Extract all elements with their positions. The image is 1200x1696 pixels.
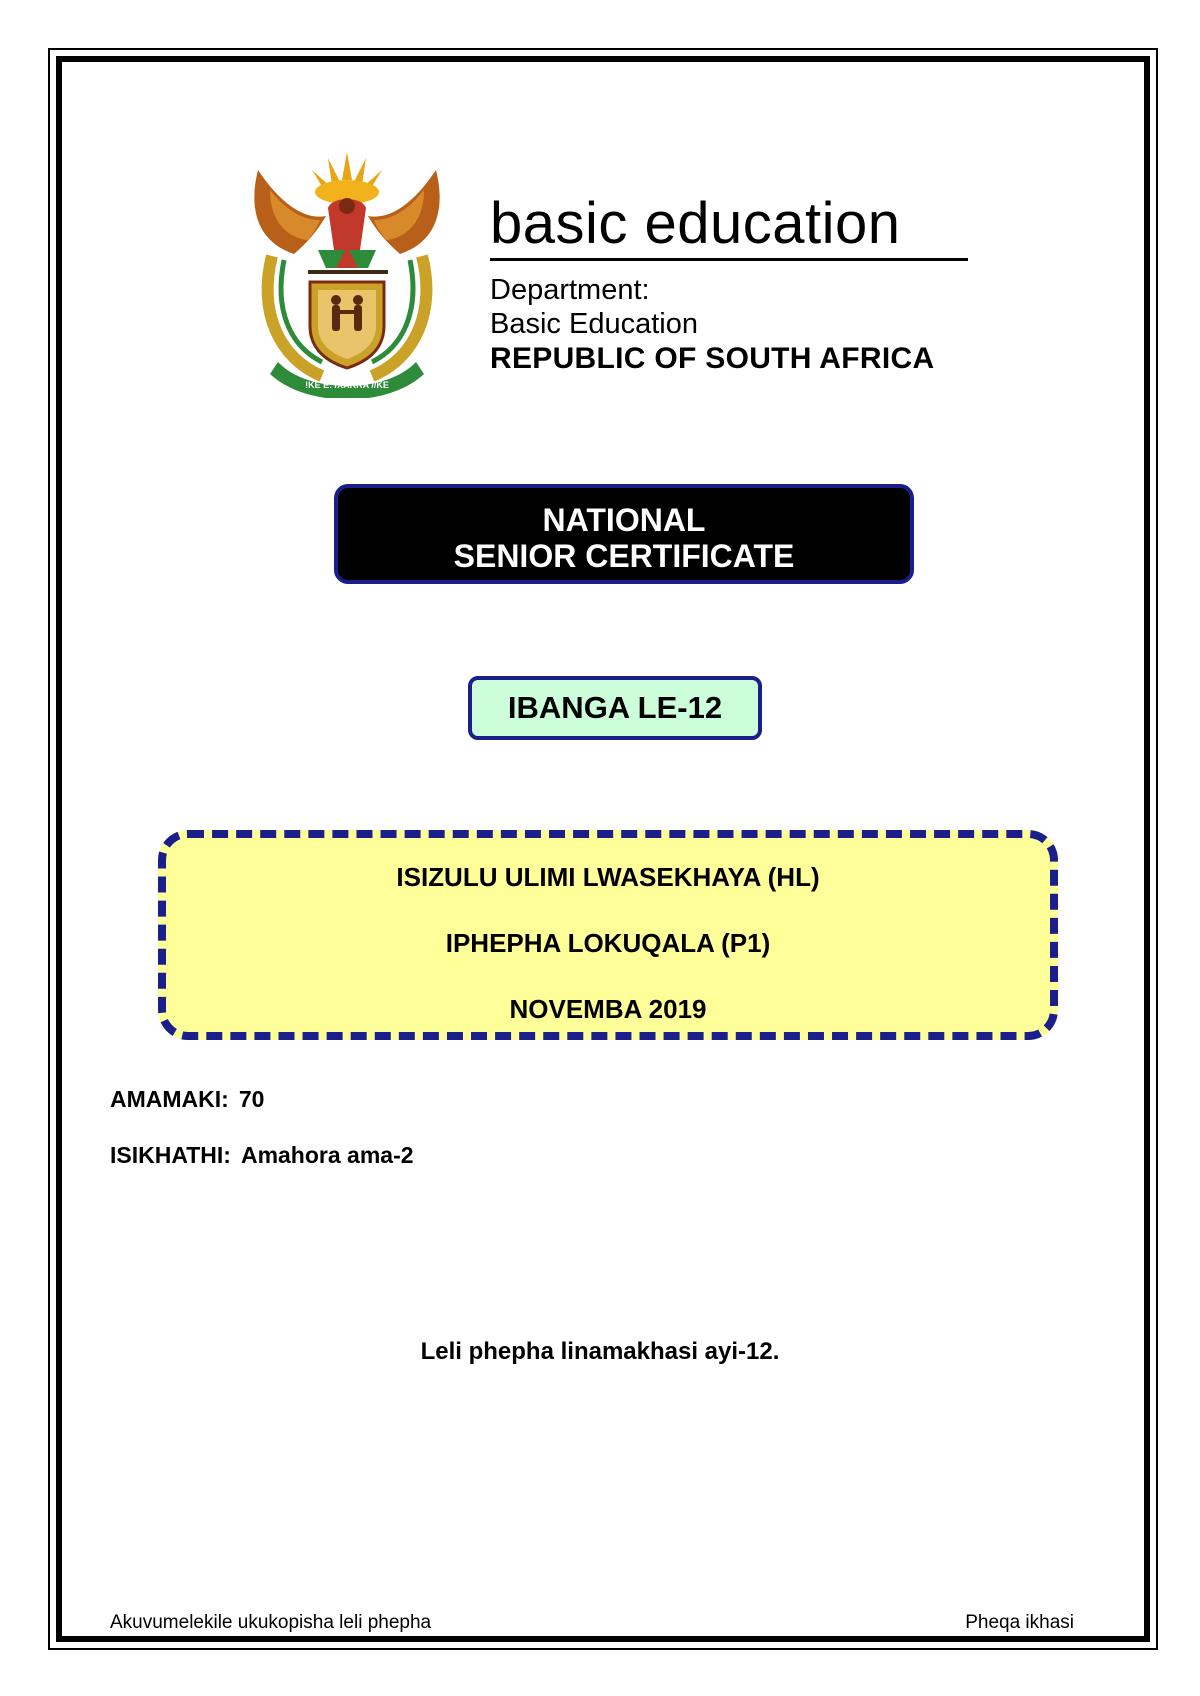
subject-panel	[158, 830, 1058, 1040]
brand-rule	[490, 258, 968, 261]
motto-text: !KE E: /XARRA //KE	[305, 380, 389, 390]
time-label: ISIKHATHI:	[110, 1142, 231, 1168]
brand-department-label: Department:	[490, 274, 650, 306]
time-value: Amahora ama-2	[240, 1142, 414, 1168]
time-row	[110, 1142, 414, 1169]
subject-name: ISIZULU ULIMI LWASEKHAYA (HL)	[396, 862, 820, 892]
marks-label: AMAMAKI:	[110, 1086, 229, 1112]
turn-page-note: Pheqa ikhasi	[965, 1612, 1074, 1633]
certificate-line-1: NATIONAL	[542, 502, 706, 538]
paper-number: IPHEPHA LOKUQALA (P1)	[445, 928, 771, 958]
copyright-notice: Akuvumelekile ukukopisha leli phepha	[110, 1612, 432, 1633]
coat-of-arms-icon	[248, 150, 446, 398]
brand-department-name: Basic Education	[490, 308, 698, 340]
marks-value: 70	[238, 1086, 265, 1112]
page-count-note: Leli phepha linamakhasi ayi-12.	[420, 1338, 780, 1365]
brand-country: REPUBLIC OF SOUTH AFRICA	[490, 342, 935, 375]
certificate-banner	[334, 484, 914, 584]
certificate-line-2: SENIOR CERTIFICATE	[453, 538, 795, 574]
exam-date: NOVEMBA 2019	[509, 994, 707, 1024]
department-branding	[490, 192, 970, 377]
marks-row	[110, 1086, 264, 1113]
brand-title: basic education	[490, 191, 901, 256]
grade-badge: IBANGA LE-12	[468, 676, 762, 740]
